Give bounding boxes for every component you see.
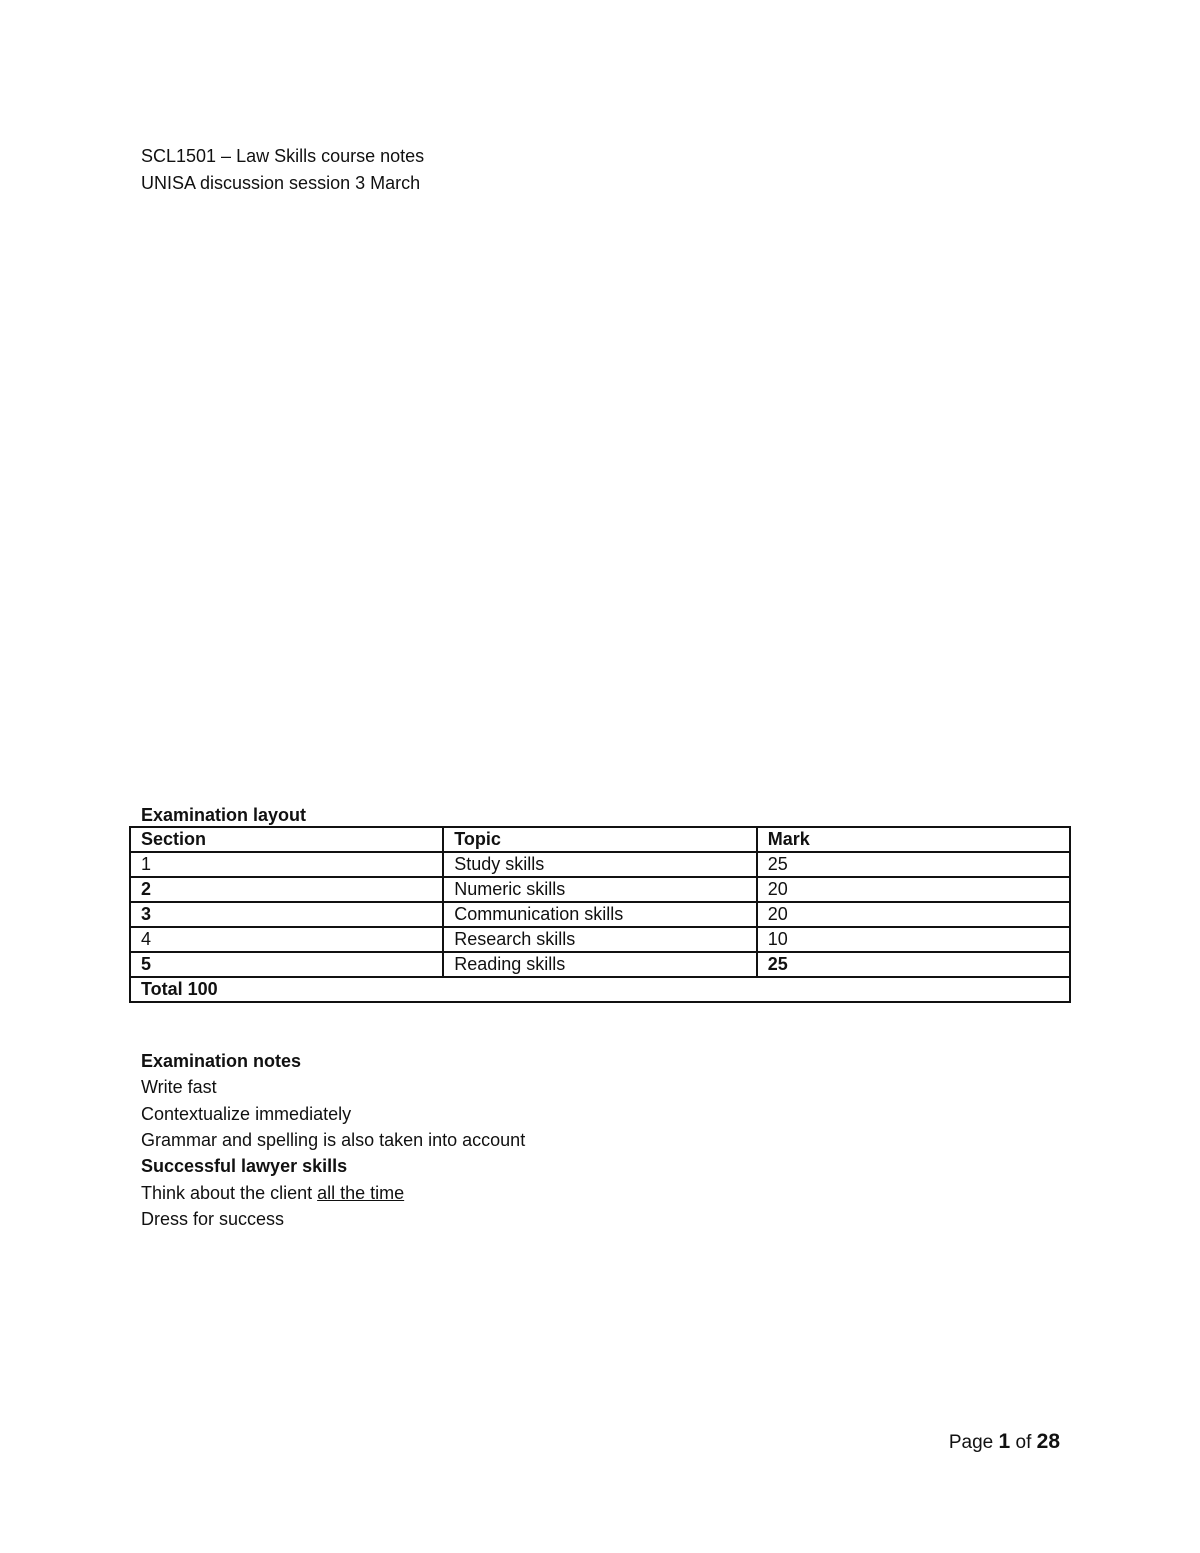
exam-layout-table (129, 826, 1071, 1003)
cell-topic: Reading skills (443, 952, 757, 977)
document-subtitle: UNISA discussion session 3 March (141, 173, 421, 193)
exam-note-item: Contextualize immediately (141, 1104, 352, 1124)
cell-mark: 25 (757, 852, 1070, 877)
total-page-count: 28 (1036, 1430, 1060, 1453)
cell-section: 4 (130, 927, 443, 952)
of-label: of (1015, 1432, 1032, 1453)
exam-note-item: Write fast (141, 1077, 217, 1097)
cell-section: 2 (130, 877, 443, 902)
cell-section: 5 (130, 952, 443, 977)
column-header-section: Section (130, 827, 443, 852)
table-row (130, 877, 1070, 902)
table-row (130, 952, 1070, 977)
table-row (130, 902, 1070, 927)
lawyer-skill-item (141, 1182, 404, 1204)
table-header-row (130, 827, 1070, 852)
lawyer-skills-heading: Successful lawyer skills (141, 1156, 348, 1176)
cell-mark: 20 (757, 902, 1070, 927)
cell-topic: Communication skills (443, 902, 757, 927)
cell-topic: Study skills (443, 852, 757, 877)
table-row (130, 927, 1070, 952)
exam-note-item: Grammar and spelling is also taken into account (141, 1130, 526, 1150)
exam-layout-heading: Examination layout (141, 805, 307, 825)
table-total-row (130, 977, 1070, 1002)
cell-total: Total 100 (130, 977, 1070, 1002)
cell-topic: Research skills (443, 927, 757, 952)
current-page-number: 1 (998, 1430, 1011, 1453)
cell-mark: 20 (757, 877, 1070, 902)
lawyer-skill-item: Dress for success (141, 1209, 285, 1229)
lawyer-skill-emphasis: all the time (317, 1183, 405, 1203)
column-header-mark: Mark (757, 827, 1070, 852)
lawyer-skill-text: Think about the client (141, 1183, 318, 1203)
cell-section: 1 (130, 852, 443, 877)
document-title: SCL1501 – Law Skills course notes (141, 146, 425, 166)
cell-mark: 25 (757, 952, 1070, 977)
cell-topic: Numeric skills (443, 877, 757, 902)
page-number-footer (949, 1430, 1060, 1454)
column-header-topic: Topic (443, 827, 757, 852)
table-row (130, 852, 1070, 877)
cell-mark: 10 (757, 927, 1070, 952)
page-label: Page (948, 1432, 994, 1453)
cell-section: 3 (130, 902, 443, 927)
exam-notes-heading: Examination notes (141, 1051, 302, 1071)
